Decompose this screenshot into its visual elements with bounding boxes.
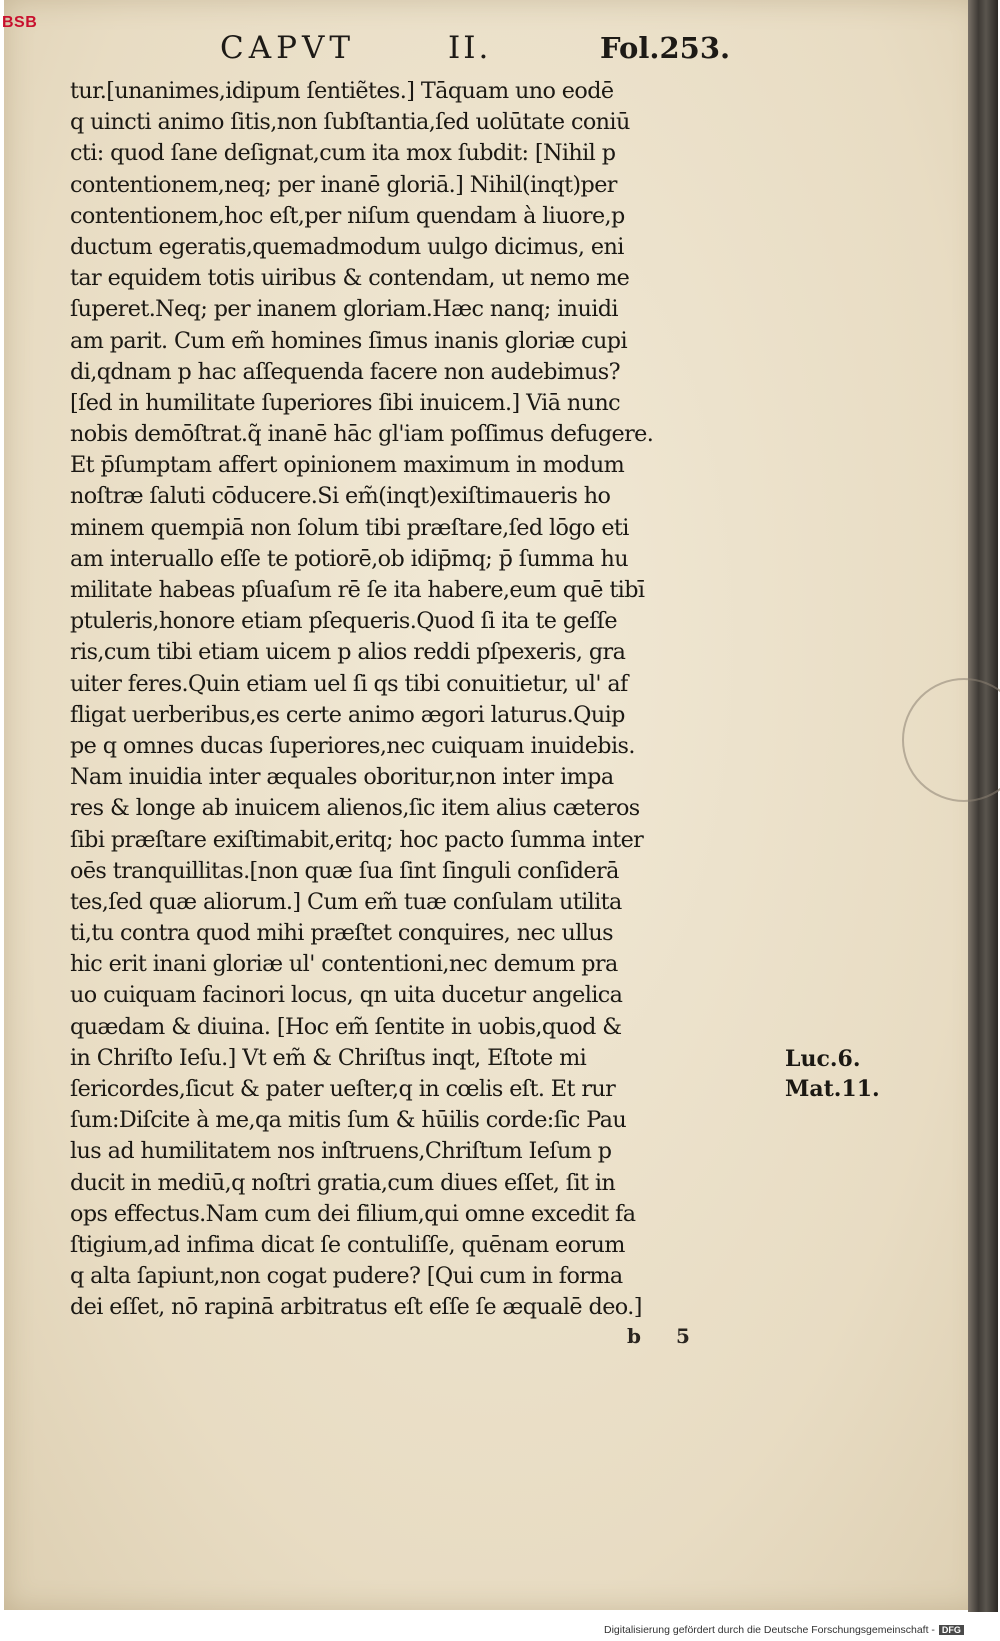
text-line: res & longe ab inuicem alienos,ſic item alius cæteros — [70, 795, 640, 822]
running-header — [220, 30, 731, 70]
text-line: ſibi præſtare exiſtimabit,eritq; hoc pacto ſumma inter — [70, 826, 644, 853]
text-line: uo cuiquam facinori locus, qn uita ducetur angelica — [70, 982, 623, 1009]
folio-number: Fol.253. — [600, 31, 731, 65]
text-line: ti,tu contra quod mihi præſtet conquires, nec ullus — [70, 920, 613, 947]
text-line: nobis demōſtrat.q̃ inanē hāc gl'iam poſſimus defugere. — [70, 421, 654, 448]
bsb-library-logo: BSB — [2, 14, 38, 31]
text-line: militate habeas pſuaſum rē ſe ita habere,eum quē tibī — [70, 577, 645, 603]
chapter-label: CAPVT — [220, 30, 356, 66]
text-line: tur.[unanimes,idipum ſentiẽtes.] Tāquam uno eodē — [70, 78, 614, 104]
text-line: am interuallo eſſe te potiorē,ob idip̄mq; p̄ ſumma hu — [70, 545, 629, 572]
text-line: noſtræ ſaluti cōducere.Si em̃(inqt)exiſtimaueris ho — [70, 483, 611, 510]
text-line: [ſed in humilitate ſuperiores ſibi inuicem.] Viā nunc — [70, 389, 621, 416]
text-line: q uincti animo ſitis,non ſubſtantia,ſed uolūtate coniū — [70, 109, 630, 136]
credit-text: Digitalisierung gefördert durch die Deutsche Forschungsgemeinschaft - — [604, 1624, 935, 1636]
margin-note-luc: Luc.6. — [785, 1046, 861, 1072]
signature-mark: b 5 — [627, 1324, 704, 1348]
text-line: contentionem,neq; per inanē gloriā.] Nihil(inqt)per — [70, 171, 617, 198]
text-line: dei eſſet, nō rapinā arbitratus eſt eſſe ſe æqualē deo.] — [70, 1294, 642, 1321]
text-line: ris,cum tibi etiam uicem p alios reddi pſpexeris, gra — [70, 639, 626, 666]
text-line: am parit. Cum em̃ homines ſimus inanis gloriæ cupi — [70, 327, 627, 354]
text-line: Nam inuidia inter æquales oboritur,non inter impa — [70, 764, 614, 791]
digitization-credit — [604, 1624, 964, 1636]
text-line: ducit in mediū,q noſtri gratia,cum diues eſſet, ſit in — [70, 1169, 616, 1196]
text-line: tar equidem totis uiribus & contendam, ut nemo me — [70, 265, 630, 292]
book-spine-edge — [968, 0, 998, 1612]
text-line: ductum egeratis,quemadmodum uulgo dicimus, eni — [70, 233, 624, 260]
margin-note-mat: Mat.11. — [785, 1076, 880, 1102]
text-line: ops effectus.Nam cum dei filium,qui omne excedit fa — [70, 1200, 636, 1227]
text-line: di,qdnam p hac aſſequenda facere non audebimus? — [70, 358, 620, 385]
text-line: ſtigium,ad infima dicat ſe contuliſſe, quēnam eorum — [70, 1231, 625, 1258]
text-line: Et p̄ſumptam affert opinionem maximum in modum — [70, 452, 625, 479]
text-line: oēs tranquillitas.[non quæ ſua ſint ſinguli conſiderā — [70, 857, 619, 884]
text-line: in Chriſto Ieſu.] Vt em̃ & Chriſtus inqt, Eſtote mi — [70, 1044, 587, 1071]
text-line: cti: quod ſane deſignat,cum ita mox ſubdit: [Nihil p — [70, 140, 616, 167]
chapter-number: II. — [448, 30, 492, 66]
text-line: uiter feres.Quin etiam uel ſi qs tibi conuitietur, ul' af — [70, 670, 628, 697]
text-line: quædam & diuina. [Hoc em̃ ſentite in uobis,quod & — [70, 1013, 622, 1040]
text-line: ptuleris,honore etiam pſequeris.Quod ſi ita te geſſe — [70, 608, 618, 635]
text-line: contentionem,hoc eſt,per niſum quendam à liuore,p — [70, 202, 625, 229]
margin-notes — [785, 1044, 880, 1104]
text-line: ſum:Diſcite à me,qa mitis ſum & hūilis corde:ſic Pau — [70, 1107, 627, 1134]
text-line: pe q omnes ducas ſuperiores,nec cuiquam inuidebis. — [70, 732, 635, 759]
text-line: q alta ſapiunt,non cogat pudere? [Qui cum in forma — [70, 1263, 623, 1290]
text-line: lus ad humilitatem nos inſtruens,Chriſtum Ieſum p — [70, 1138, 612, 1165]
text-line: ſericordes,ſicut & pater ueſter,q in cœlis eſt. Et rur — [70, 1076, 616, 1102]
text-line: fligat uerberibus,es certe animo ægori laturus.Quip — [70, 701, 625, 728]
body-text — [70, 76, 765, 1324]
text-line: tes,ſed quæ aliorum.] Cum em̃ tuæ conſulam utilita — [70, 888, 622, 915]
dfg-logo: DFG — [939, 1625, 964, 1635]
text-line: hic erit inani gloriæ ul' contentioni,nec demum pra — [70, 951, 618, 978]
text-line: ſuperet.Neq; per inanem gloriam.Hæc nanq; inuidi — [70, 296, 618, 323]
text-line: minem quempiā non ſolum tibi præſtare,ſed lōgo eti — [70, 514, 629, 541]
